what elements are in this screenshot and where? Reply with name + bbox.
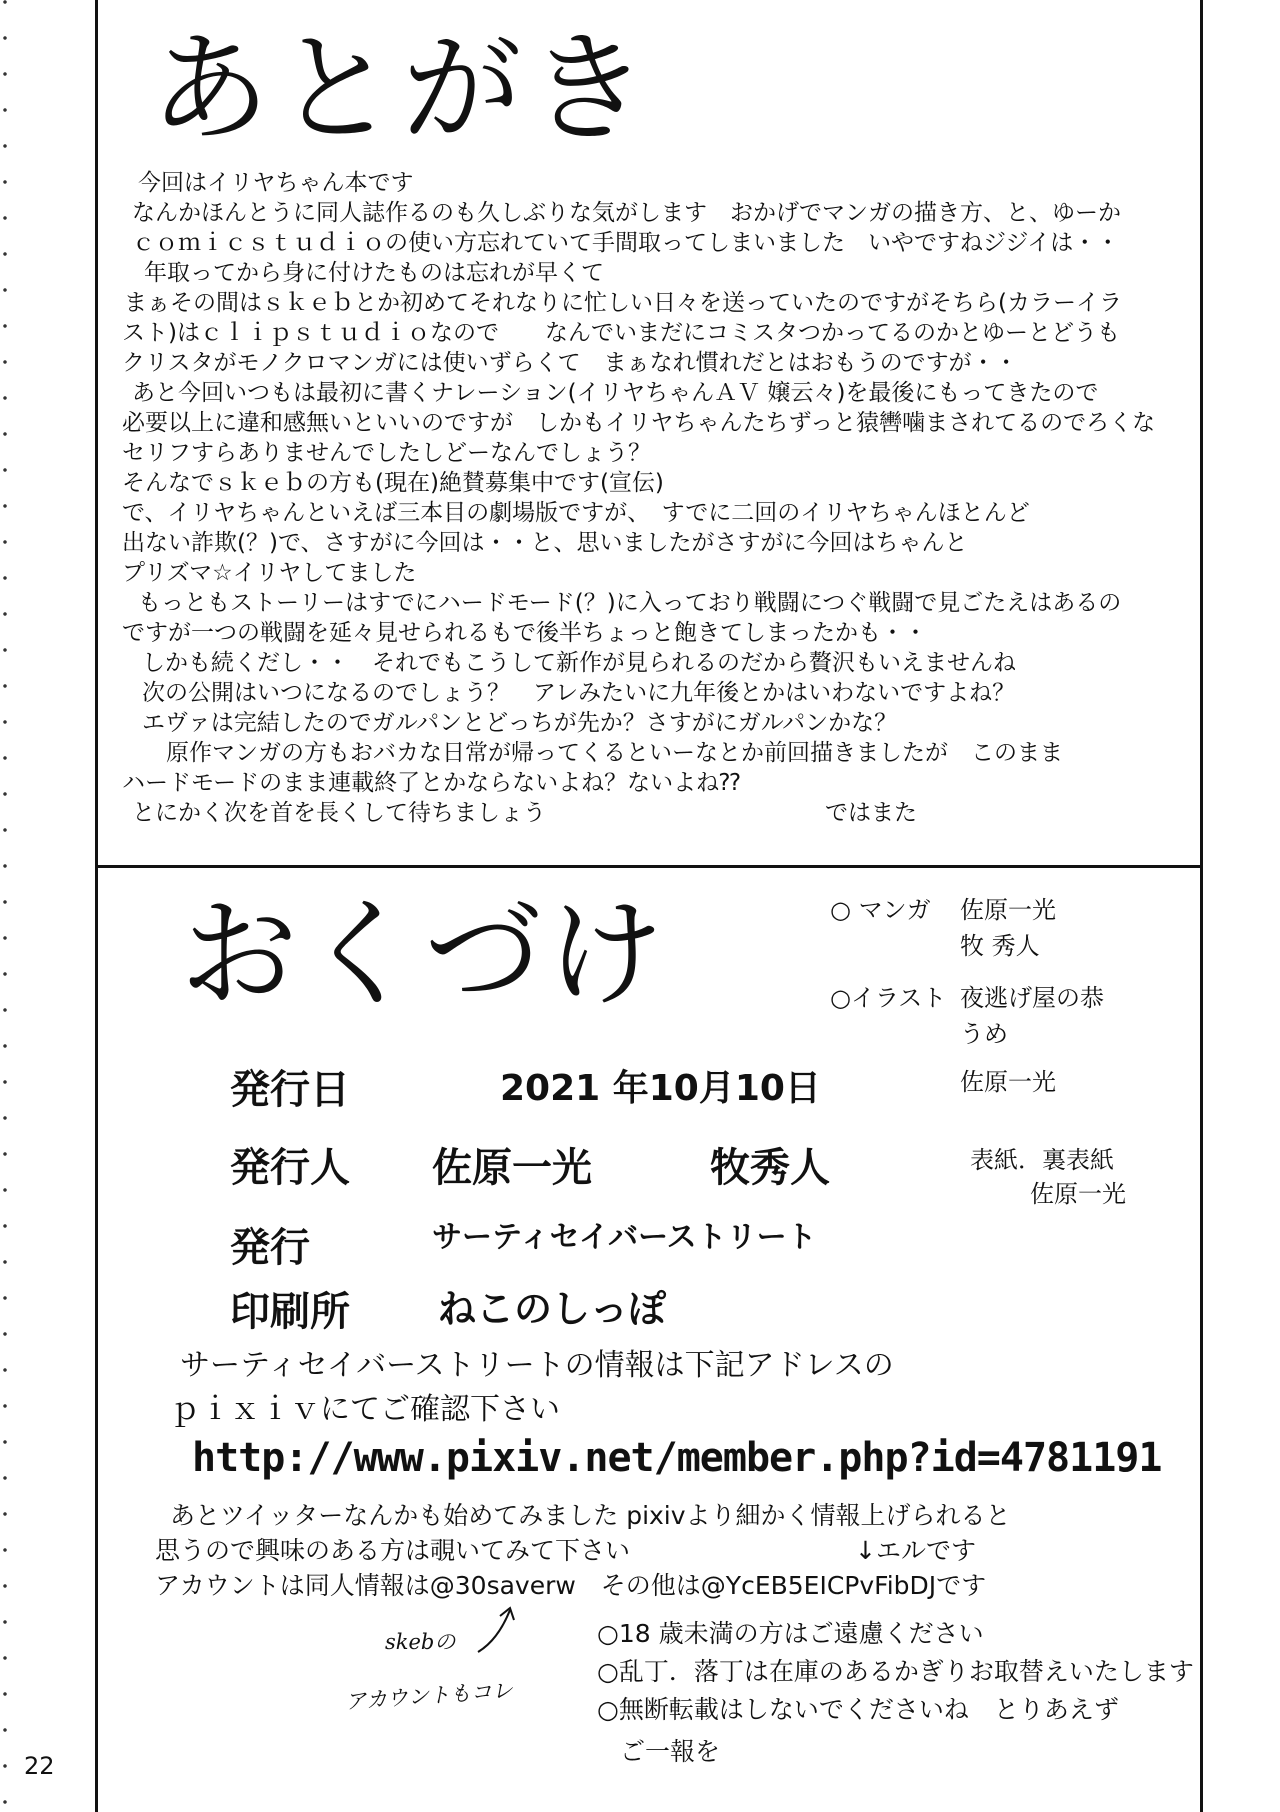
afterword-line: あと今回いつもは最初に書くナレーション(イリヤちゃんＡＶ 嬢云々)を最後にもってきたので [132,380,1099,406]
afterword-line: ですが一つの戦闘を延々見せられるもで後半ちょっと飽きてしまったかも・・ [122,620,927,646]
notice-item: ○無断転載はしないでくださいね とりあえず [597,1695,1119,1724]
manga-credit-label: ○ マンガ [830,896,931,924]
afterword-signoff: ではまた [825,800,917,826]
afterword-line: とにかく次を首を長くして待ちましょう [132,800,546,826]
afterword-line: そんなでｓｋｅｂの方も(現在)絶賛募集中です(宣伝) [122,470,664,496]
colophon-title: おくづけ [180,885,669,1023]
afterword-title: あとがき [150,20,654,159]
handwritten-arrow-icon [470,1600,530,1660]
afterword-line: クリスタがモノクロマンガには使いずらくて まぁなれ慣れだとはおもうのですが・・ [122,350,1018,376]
page-number: 22 [24,1752,55,1780]
twitter-line-3: アカウントは同人情報は@30saverw その他は@YcEB5EICPvFibDJです [155,1571,987,1600]
illust-credit-name: 佐原一光 [960,1068,1056,1096]
publisher-name-2: 牧秀人 [710,1145,830,1191]
publisher-label: 発行人 [230,1145,350,1191]
twitter-line-2: 思うので興味のある方は覗いてみて下さい [155,1536,631,1565]
afterword-line: で、イリヤちゃんといえば三本目の劇場版ですが、 すでに二回のイリヤちゃんほとんど [122,500,1030,526]
afterword-line: 必要以上に違和感無いといいのですが しかもイリヤちゃんたちずっと猿轡噛まされてるのでろくな [122,410,1156,436]
afterword-line: なんかほんとうに同人誌作るのも久しぶりな気がします おかげでマンガの描き方、と、ゆーか [132,200,1121,226]
printer-label: 印刷所 [230,1289,350,1335]
cover-credit-label: 表紙．裏表紙 [970,1146,1114,1174]
illust-credit-name: 夜逃げ屋の恭 [960,984,1104,1012]
afterword-line: 年取ってから身に付けたものは忘れが早くて [144,260,604,286]
handwritten-note-1: skebの [385,1630,456,1654]
pixiv-url[interactable]: http://www.pixiv.net/member.php?id=4781191 [192,1435,1162,1481]
manga-credit-name: 牧 秀人 [960,932,1040,960]
issue-date-label: 発行日 [230,1067,350,1113]
afterword-body [122,168,1192,828]
afterword-line: スト)はｃｌｉｐｓｔｕｄｉｏなので なんでいまだにコミスタつかってるのかとゆーとどうも [122,320,1120,346]
info-line-1: サーティセイバーストリートの情報は下記アドレスの [180,1348,894,1383]
afterword-line: セリフすらありませんでしたしどーなんでしょう？ [122,440,651,466]
info-line-2: ｐｉｘｉｖにてご確認下さい [170,1392,560,1427]
manga-credit-name: 佐原一光 [960,896,1056,924]
issuer-name: サーティセイバーストリート [432,1220,817,1255]
printer-name: ねこのしっぽ [438,1287,667,1331]
issuer-label: 発行 [230,1225,310,1271]
afterword-line: もっともストーリーはすでにハードモード(？)に入っており戦闘につぐ戦闘で見ごたえはあるの [138,590,1122,616]
afterword-line: まぁその間はｓｋｅｂとか初めてそれなりに忙しい日々を送っていたのですがそちら(カラーイラ [124,290,1122,316]
afterword-closing-line [122,798,1192,828]
afterword-line: ハードモードのまま連載終了とかならないよね？ないよね⁇ [122,770,741,796]
afterword-line: 原作マンガの方もおバカな日常が帰ってくるといーなとか前回描きましたが このまま [166,740,1063,766]
twitter-line-1: あとツイッターなんかも始めてみました pixivより細かく情報上げられると [170,1501,1011,1530]
issue-date: 2021 年10月10日 [500,1068,821,1109]
notice-item: ○乱丁．落丁は在庫のあるかぎりお取替えいたします [597,1657,1194,1686]
afterword-line: 今回はイリヤちゃん本です [138,170,414,196]
afterword-line: ｃｏｍｉｃｓｔｕｄｉｏの使い方忘れていて手間取ってしまいました いやですねジジイは・・ [132,230,1120,256]
notice-item: ご一報を [620,1737,721,1766]
notice-item: ○18 歳未満の方はご遠慮ください [597,1619,984,1648]
afterword-line: プリズマ☆イリヤしてました [122,560,417,586]
illust-credit-label: ○イラスト [830,984,947,1012]
binding-holes [0,0,10,1812]
afterword-line: 出ない詐欺(？)で、さすがに今回は・・と、思いましたがさすがに今回はちゃんと [122,530,968,556]
publisher-name-1: 佐原一光 [432,1145,592,1191]
illust-credit-name: うめ [960,1020,1008,1048]
afterword-line: 次の公開はいつになるのでしょう？ アレみたいに九年後とかはいわないですよね？ [142,680,1016,706]
handwritten-note-2: アカウントもコレ [344,1678,514,1714]
cover-credit-name: 佐原一光 [1030,1180,1126,1208]
afterword-line: しかも続くだし・・ それでもこうして新作が見られるのだから贅沢もいえませんね [142,650,1016,676]
afterword-line: エヴァは完結したのでガルパンとどっちが先か？さすがにガルパンかな？ [142,710,898,736]
arrow-note: ↓エルです [855,1536,976,1565]
